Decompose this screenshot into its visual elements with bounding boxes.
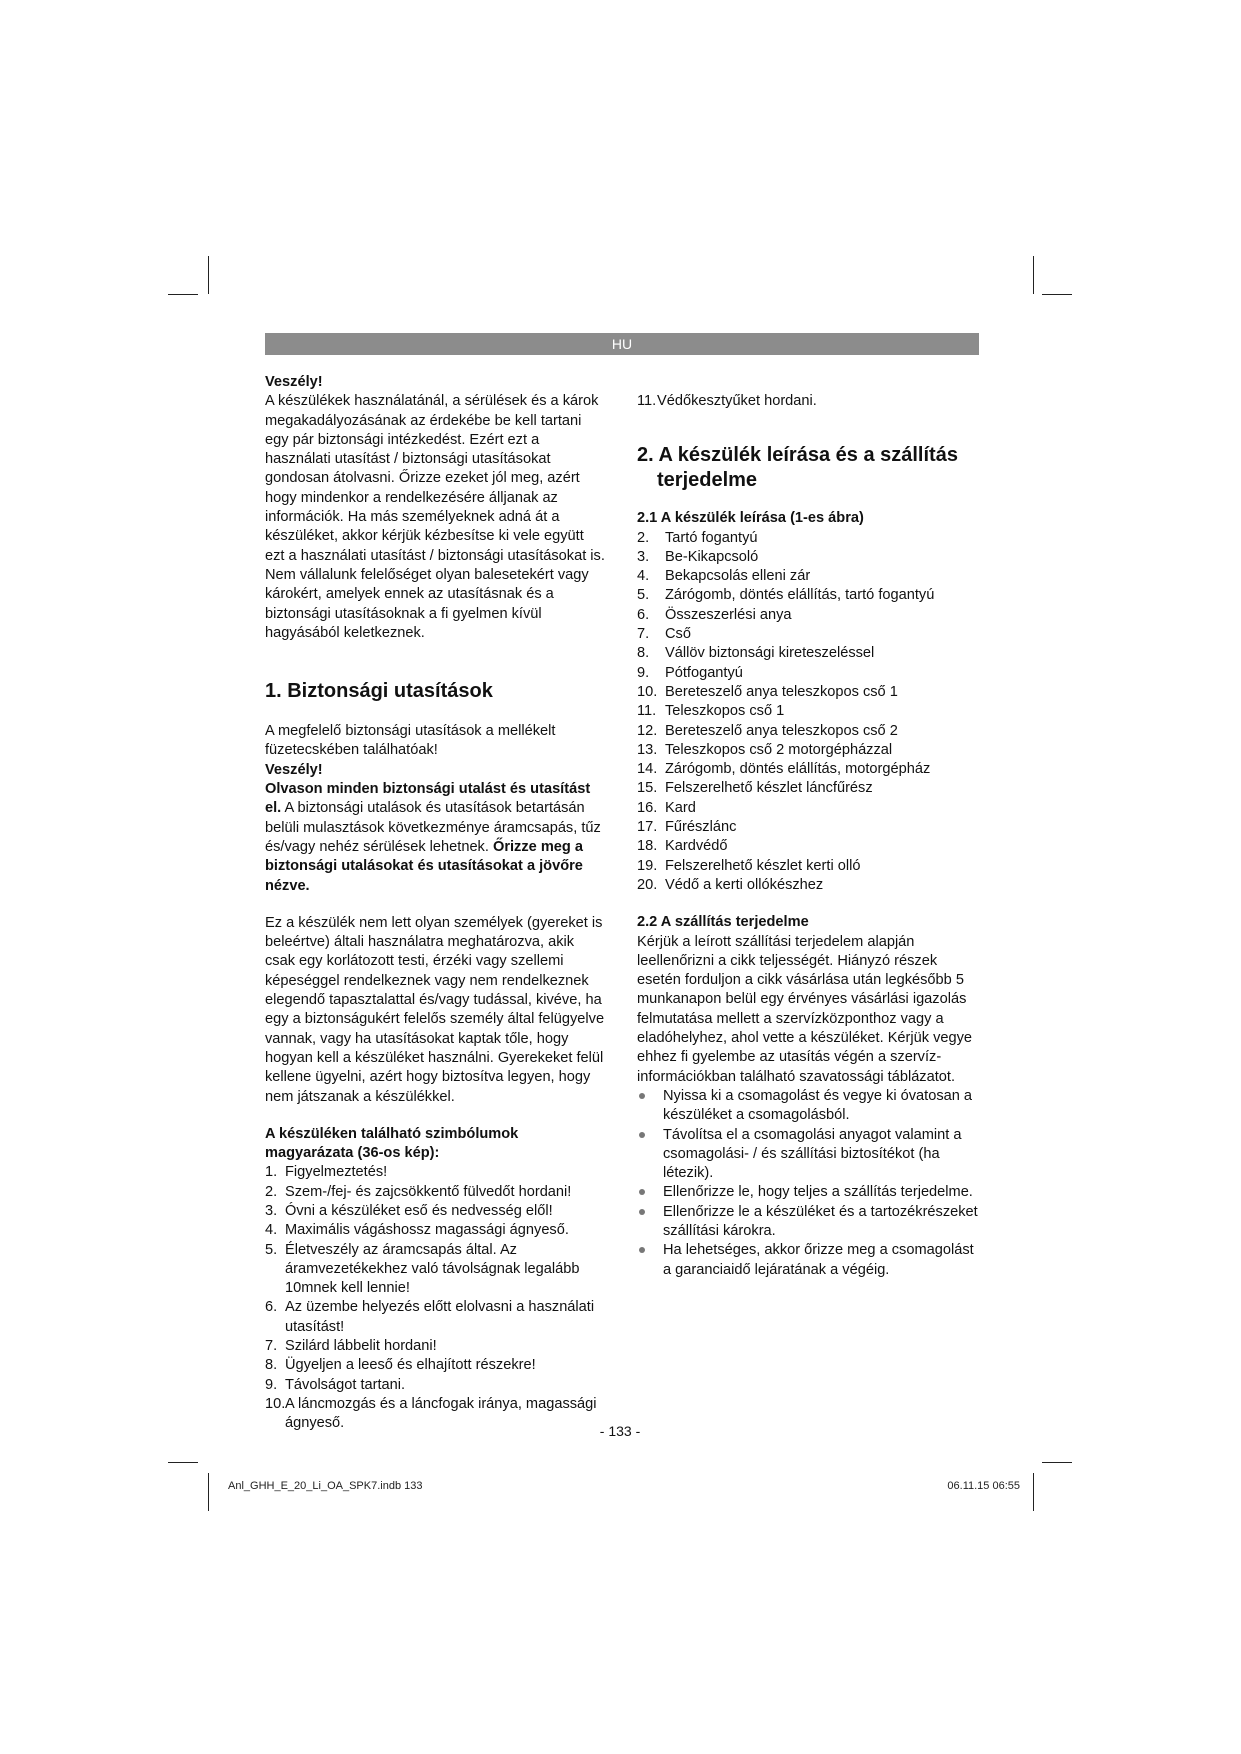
- section1-warning-paragraph: [265, 780, 605, 896]
- part-list-item: [637, 779, 979, 798]
- symbols-list-continued: [637, 392, 979, 411]
- section1-danger: Veszély!: [265, 761, 323, 778]
- bullet-item: Ha lehetséges, akkor őrizze meg a csomagolást a garanciaidő lejáratának a végéig.: [637, 1241, 979, 1280]
- persons-paragraph: Ez a készülék nem lett olyan személyek (gyereket is beleértve) általi használatra meghatározva, akik csak egy korlátozott testi, érzéki vagy szellemi képeséggel rendelkeznek vagy nem rendelkeznek elegendő tapasztalattal és/vagy tudással, kivéve, ha egy a biztonságukért felelős személy által felügyelve vannak, vagy ha utasításokat kaptak tőle, hogy hogyan kell a készüléket használni. Gyerekeket felül kellene ügyelni, azért hogy biztosítva legyen, hogy nem játszanak a készülékkel.: [265, 914, 605, 1105]
- list-text: Kardvédő: [665, 838, 728, 855]
- section1-intro: A megfelelő biztonsági utasítások a mellékelt füzetecskében találhatóak!: [265, 723, 556, 759]
- list-text: Figyelmeztetés!: [285, 1164, 388, 1181]
- left-column: [265, 373, 605, 1434]
- list-number: 15.: [637, 780, 658, 797]
- list-number: 11.: [637, 393, 657, 409]
- list-number: 18.: [637, 838, 658, 855]
- list-number: 2.: [265, 1183, 278, 1200]
- list-number: 6.: [637, 606, 650, 623]
- subsection-2-2-heading: 2.2 A szállítás terjedelme: [637, 914, 809, 931]
- crop-mark: [1033, 256, 1034, 294]
- part-list-item: [637, 586, 979, 605]
- page-number: - 133 -: [599, 1423, 641, 1439]
- crop-mark: [168, 294, 198, 295]
- list-text: A láncmozgás és a láncfogak iránya, magassági ágnyeső.: [285, 1395, 597, 1432]
- symbol-list-item: [637, 392, 979, 411]
- part-list-item: [637, 606, 979, 625]
- list-number: 11.: [637, 703, 657, 720]
- symbol-list-item: [265, 1356, 605, 1375]
- list-number: 14.: [637, 761, 658, 778]
- bullet-item: Ellenőrizze le, hogy teljes a szállítás terjedelme.: [637, 1183, 979, 1202]
- list-text: Pótfogantyú: [665, 664, 743, 681]
- list-text: Maximális vágáshossz magassági ágnyeső.: [285, 1222, 569, 1239]
- part-list-item: [637, 644, 979, 663]
- crop-mark: [208, 256, 209, 294]
- danger-title: Veszély!: [265, 374, 323, 390]
- footer-datetime: 06.11.15 06:55: [947, 1480, 1020, 1492]
- section2-heading: 2. A készülék leírása és a szállítás terjedelme: [637, 444, 958, 492]
- list-text: Teleszkopos cső 1: [665, 703, 785, 720]
- part-list-item: [637, 529, 979, 548]
- part-list-item: [637, 702, 979, 721]
- list-number: 10.: [637, 683, 658, 700]
- part-list-item: [637, 625, 979, 644]
- list-number: 19.: [637, 857, 658, 874]
- list-text: Zárógomb, döntés elállítás, tartó fogantyú: [665, 587, 935, 604]
- list-number: 3.: [265, 1202, 278, 1219]
- right-column: [637, 373, 979, 1280]
- symbol-list-item: [265, 1376, 605, 1395]
- list-number: 1.: [265, 1164, 278, 1181]
- list-number: 8.: [637, 645, 650, 662]
- crop-mark: [1042, 1462, 1072, 1463]
- list-number: 7.: [637, 626, 650, 643]
- crop-mark: [208, 1473, 209, 1511]
- crop-mark: [168, 1462, 198, 1463]
- part-list-item: [637, 837, 979, 856]
- list-number: 12.: [637, 722, 658, 739]
- list-number: 13.: [637, 741, 658, 758]
- part-list-item: [637, 683, 979, 702]
- list-text: Életveszély az áramcsapás által. Az áramvezetékekhez való távolságnak legalább 10mnek kell lennie!: [285, 1241, 580, 1297]
- list-text: Fűrészlánc: [665, 819, 737, 836]
- crop-mark: [1042, 294, 1072, 295]
- list-text: Zárógomb, döntés elállítás, motorgépház: [665, 761, 931, 778]
- list-text: Bekapcsolás elleni zár: [665, 568, 811, 585]
- list-text: Felszerelhető készlet láncfűrész: [665, 780, 873, 797]
- list-text: Kard: [665, 799, 696, 816]
- part-list-item: [637, 664, 979, 683]
- part-list-item: [637, 876, 979, 895]
- list-text: Bereteszelő anya teleszkopos cső 1: [665, 683, 898, 700]
- list-text: Teleszkopos cső 2 motorgépházzal: [665, 741, 893, 758]
- symbols-list: [265, 1163, 605, 1433]
- bullet-item: Nyissa ki a csomagolást és vegye ki óvatosan a készüléket a csomagolásból.: [637, 1087, 979, 1126]
- list-text: Bereteszelő anya teleszkopos cső 2: [665, 722, 898, 739]
- list-number: 3.: [637, 548, 650, 565]
- list-number: 10.: [265, 1395, 286, 1412]
- symbol-list-item: [265, 1202, 605, 1221]
- list-number: 4.: [637, 568, 650, 585]
- part-list-item: [637, 760, 979, 779]
- part-list-item: [637, 799, 979, 818]
- list-text: Be-Kikapcsoló: [665, 548, 759, 565]
- list-number: 5.: [637, 587, 650, 604]
- list-text: Védőkesztyűket hordani.: [657, 393, 817, 409]
- list-number: 9.: [637, 664, 650, 681]
- part-list-item: [637, 722, 979, 741]
- danger-paragraph: A készülékek használatánál, a sérülések és a károk megakadályozásának az érdekébe be kell tartani egy pár biztonsági intézkedést. Ezért ezt a használati utasítást / biztonsági utasításokat gondosan átolvasni. Őrizze ezeket jól meg, azért hogy mindenkor a rendelkezésére álljanak az információk. Ha más személyeknek adná át a készüléket, akkor kérjük kézbesítse ki vele együtt ezt a használati utasítást / biztonsági utasításokat is. Nem vállalunk felelőséget olyan balesetekért vagy károkért, amelyek ennek az utasításnak és a biztonsági utasításoknak a fi gyelmen kívül hagyásából keletkeznek.: [265, 393, 605, 641]
- list-text: Óvni a készüléket eső és nedvesség elől!: [285, 1202, 553, 1219]
- delivery-paragraph: Kérjük a leírott szállítási terjedelem alapján leellenőrizni a cikk teljességét. Hiányzó részek esetén forduljon a cikk vásárlása után legkésőbb 5 munkanapon belül egy érvényes vásárlási igazolás felmutatása mellett a szervízközponthoz vagy a eladóhelyhez, ahol vette a készüléket. Kérjük vegye ehhez fi gyelembe az utasítás végén a szervíz-információkban található szavatossági táblázatot.: [637, 933, 973, 1085]
- symbols-heading: A készüléken található szimbólumok magyarázata (36-os kép):: [265, 1125, 519, 1162]
- list-text: Szilárd lábbelit hordani!: [285, 1338, 437, 1355]
- subsection-2-1-heading: 2.1 A készülék leírása (1-es ábra): [637, 510, 864, 527]
- symbol-list-item: [265, 1221, 605, 1240]
- list-number: 20.: [637, 876, 658, 893]
- part-list-item: [637, 548, 979, 567]
- bullet-item: Távolítsa el a csomagolási anyagot valamint a csomagolási- / és szállítási biztosítékot (ha létezik).: [637, 1126, 979, 1184]
- warning-normal: A biztonsági utalások és utasítások betartásán belüli mulasztások következménye áramcsapás, tűz és/vagy nehéz sérülések lehetnek.: [265, 800, 601, 855]
- language-header-bar: HU: [265, 333, 979, 355]
- warning-bold-1: Olvason minden biztonsági utalást és utasítást el.: [265, 781, 591, 817]
- parts-list: [637, 529, 979, 896]
- symbol-list-item: [265, 1395, 605, 1434]
- part-list-item: [637, 857, 979, 876]
- part-list-item: [637, 567, 979, 586]
- list-text: Tartó fogantyú: [665, 529, 758, 546]
- section1-heading: 1. Biztonsági utasítások: [265, 680, 493, 703]
- list-text: Összeszerlési anya: [665, 606, 792, 623]
- list-text: Távolságot tartani.: [285, 1376, 406, 1393]
- list-text: Vállöv biztonsági kireteszeléssel: [665, 645, 875, 662]
- symbol-list-item: [265, 1337, 605, 1356]
- bullet-item: Ellenőrizze le a készüléket és a tartozékrészeket szállítási károkra.: [637, 1203, 979, 1242]
- list-text: Szem-/fej- és zajcsökkentő fülvedőt hordani!: [285, 1183, 572, 1200]
- crop-mark: [1033, 1473, 1034, 1511]
- list-number: 4.: [265, 1222, 278, 1239]
- footer-file-info: Anl_GHH_E_20_Li_OA_SPK7.indb 133: [228, 1480, 423, 1492]
- list-number: 17.: [637, 819, 658, 836]
- symbol-list-item: [265, 1298, 605, 1337]
- warning-bold-2: Őrizze meg a biztonsági utalásokat és utasításokat a jövőre nézve.: [265, 838, 583, 894]
- list-number: 2.: [637, 529, 650, 546]
- list-number: 9.: [265, 1376, 278, 1393]
- list-number: 8.: [265, 1357, 278, 1374]
- symbol-list-item: [265, 1163, 605, 1182]
- list-number: 16.: [637, 799, 658, 816]
- symbol-list-item: [265, 1183, 605, 1202]
- list-number: 5.: [265, 1241, 278, 1258]
- list-text: Felszerelhető készlet kerti olló: [665, 857, 861, 874]
- list-text: Cső: [665, 626, 691, 643]
- list-number: 6.: [265, 1299, 278, 1316]
- list-number: 7.: [265, 1338, 278, 1355]
- list-text: Ügyeljen a leeső és elhajított részekre!: [285, 1357, 536, 1374]
- symbol-list-item: [265, 1241, 605, 1299]
- part-list-item: [637, 741, 979, 760]
- part-list-item: [637, 818, 979, 837]
- delivery-bullet-list: [637, 1087, 979, 1280]
- list-text: Az üzembe helyezés előtt elolvasni a használati utasítást!: [285, 1299, 595, 1335]
- list-text: Védő a kerti ollókészhez: [665, 876, 824, 893]
